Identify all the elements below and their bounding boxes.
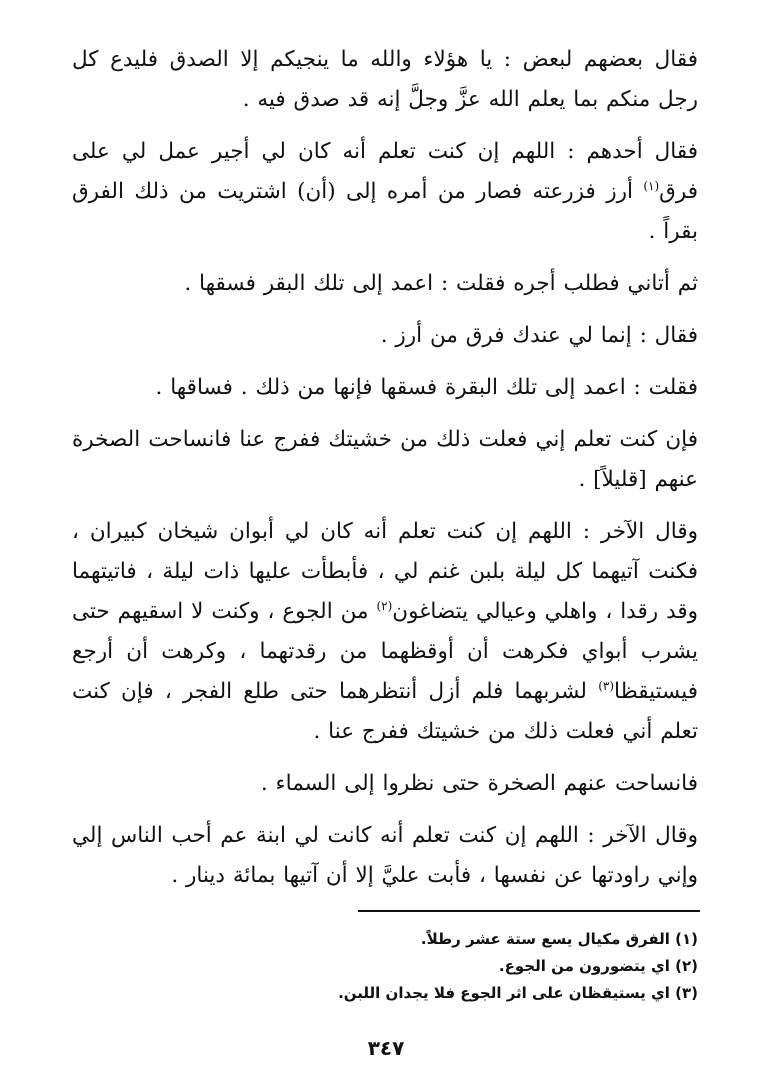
paragraph <box>72 264 698 304</box>
footnote: (٢) اي يتضورون من الجوع. <box>498 957 698 975</box>
paragraph-text: ثم أتاني فطلب أجره فقلت : اعمد إلى تلك البقر فسقها . <box>184 271 698 296</box>
paragraph <box>72 316 698 356</box>
paragraph <box>72 368 698 408</box>
footnote: (١) الفرق مكيال يسع ستة عشر رطلاً. <box>420 930 698 948</box>
paragraph-text: فقلت : اعمد إلى تلك البقرة فسقها فإنها من ذلك . فساقها . <box>155 375 698 400</box>
main-text <box>72 36 698 908</box>
footnote-ref: (٣) <box>598 678 615 693</box>
paragraph-text: لشربهما فلم أزل أنتظرهما حتى طلع الفجر ، فإن كنت تعلم أني فعلت ذلك من خشيتك ففرج عنا . <box>72 679 698 744</box>
paragraph <box>72 512 698 752</box>
footnote-ref: (١) <box>643 178 660 193</box>
paragraph-text: من الجوع ، وكنت لا اسقيهم حتى يشرب أبواي فكرهت أن أوقظهما من رقدتهما ، وكرهت أن أرجع فيستيقظا <box>72 599 698 704</box>
paragraph <box>72 764 698 804</box>
page-number: ٣٤٧ <box>367 1036 405 1060</box>
paragraph-text: فانساحت عنهم الصخرة حتى نظروا إلى السماء . <box>260 771 698 796</box>
paragraph-text: أرز فزرعته فصار من أمره إلى (أن) اشتريت من ذلك الفرق بقراً . <box>72 179 698 244</box>
footnote-divider <box>358 910 700 912</box>
paragraph-text: فقال : إنما لي عندك فرق من أرز . <box>380 323 698 348</box>
footnote: (٣) اي يستيقظان على اثر الجوع فلا يجدان اللبن. <box>338 984 698 1002</box>
paragraph-text: فقال بعضهم لبعض : يا هؤلاء والله ما ينجيكم إلا الصدق فليدع كل رجل منكم بما يعلم الله عزَّ وجلَّ إنه قد صدق فيه . <box>72 47 698 112</box>
footnotes <box>78 926 698 1007</box>
footnote-ref: (٢) <box>376 598 393 613</box>
paragraph-text: فقال أحدهم : اللهم إن كنت تعلم أنه كان لي أجير عمل لي على فرق <box>72 139 698 204</box>
paragraph <box>72 40 698 120</box>
paragraph <box>72 816 698 896</box>
paragraph-text: فإن كنت تعلم إني فعلت ذلك من خشيتك ففرج عنا فانساحت الصخرة عنهم [قليلاً] . <box>72 427 698 492</box>
paragraph-text: وقال الآخر : اللهم إن كنت تعلم أنه كان لي أبوان شيخان كبيران ، فكنت آتيهما كل ليلة بلبن غنم لي ، فأبطأت عليها ذات ليلة ، فاتيتهما وقد رقدا ، واهلي وعيالي يتضاغون <box>72 519 699 624</box>
paragraph <box>72 132 698 252</box>
paragraph-text: وقال الآخر : اللهم إن كنت تعلم أنه كانت لي ابنة عم أحب الناس إلي وإني راودتها عن نفسها ، فأبت عليَّ إلا أن آتيها بمائة دينار . <box>72 823 698 888</box>
paragraph <box>72 420 698 500</box>
